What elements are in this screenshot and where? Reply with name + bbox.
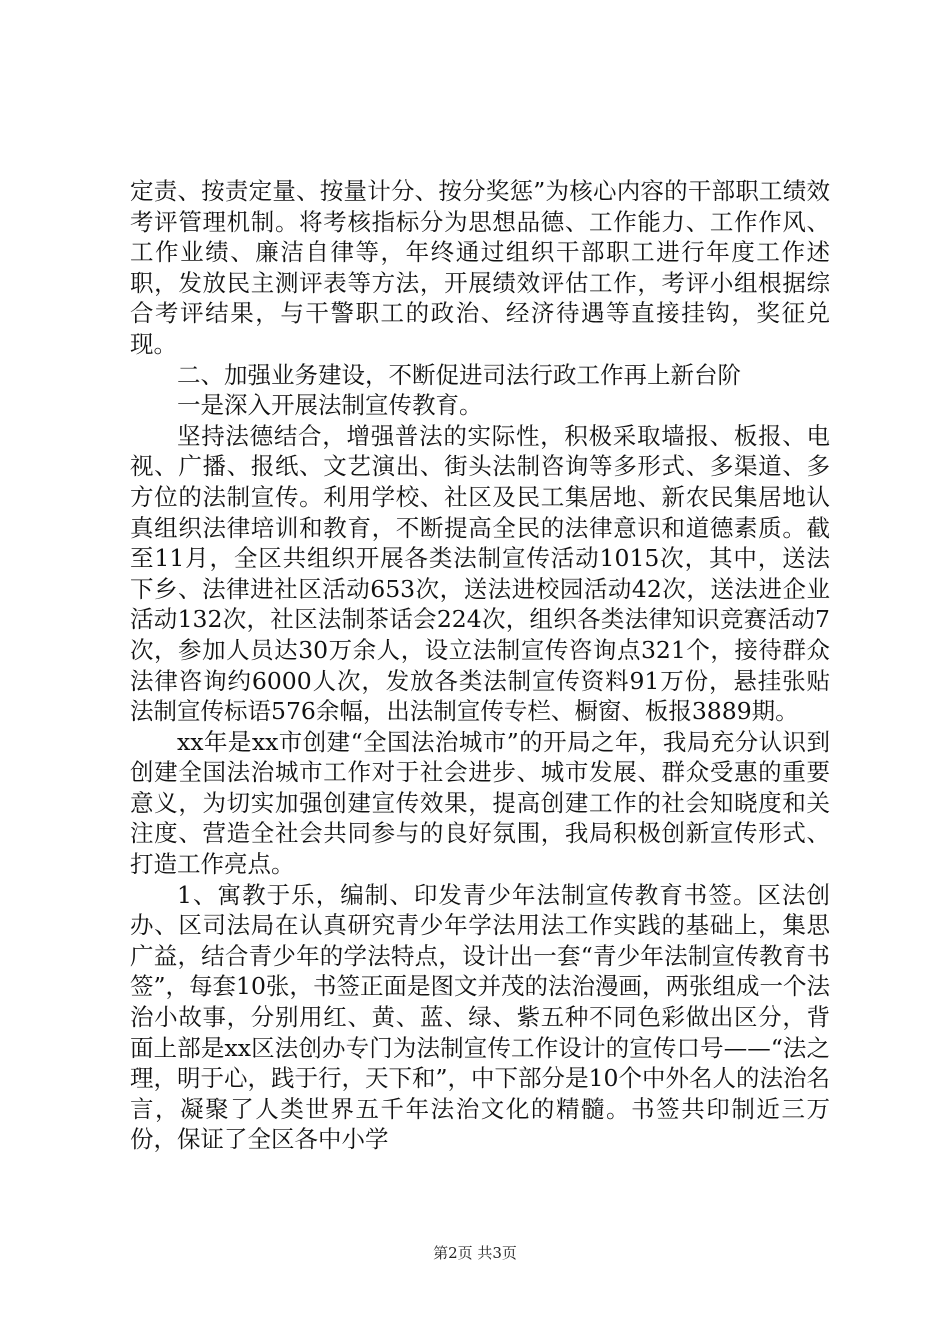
paragraph-rule-of-law-city: xx年是xx市创建“全国法治城市”的开局之年，我局充分认识到创建全国法治城市工作对于社会进步、城市发展、群众受惠的重要意义，为切实加强创建宣传效果，提高创建工作的社会知晓度和关注度、营造全社会共同参与的良好氛围，我局积极创新宣传形式、打造工作亮点。 [130, 727, 830, 879]
paragraph-bookmarks: 1、寓教于乐，编制、印发青少年法制宣传教育书签。区法创办、区司法局在认真研究青少年学法用法工作实践的基础上，集思广益，结合青少年的学法特点，设计出一套“青少年法制宣传教育书签”，每套10张，书签正面是图文并茂的法治漫画，两张组成一个法治小故事，分别用红、黄、蓝、绿、紫五种不同色彩做出区分，背面上部是xx区法创办专门为法制宣传工作设计的宣传口号——“法之理，明于心，践于行，天下和”，中下部分是10个中外名人的法治名言，凝聚了人类世界五千年法治文化的精髓。书签共印制近三万份，保证了全区各中小学 [130, 880, 830, 1154]
paragraph-legal-publicity-stats: 坚持法德结合，增强普法的实际性，积极采取墙报、板报、电视、广播、报纸、文艺演出、街头法制咨询等多形式、多渠道、多方位的法制宣传。利用学校、社区及民工集居地、新农民集居地认真组织法律培训和教育，不断提高全民的法律意识和道德素质。截至11月，全区共组织开展各类法制宣传活动1015次，其中，送法下乡、法律进社区活动653次，送法进校园活动42次，送法进企业活动132次，社区法制茶话会224次，组织各类法律知识竞赛活动7次，参加人员达30万余人，设立法制宣传咨询点321个，接待群众法律咨询约6000人次，发放各类法制宣传资料91万份，悬挂张贴法制宣传标语576余幅，出法制宣传专栏、橱窗、板报3889期。 [130, 421, 830, 726]
page-number-footer: 第2页 共3页 [433, 1244, 517, 1262]
paragraph-performance-evaluation: 定责、按责定量、按量计分、按分奖惩”为核心内容的干部职工绩效考评管理机制。将考核指标分为思想品德、工作能力、工作作风、工作业绩、廉洁自律等，年终通过组织干部职工进行年度工作述职，发放民主测评表等方法，开展绩效评估工作，考评小组根据综合考评结果，与干警职工的政治、经济待遇等直接挂钩，奖征兑现。 [130, 177, 830, 358]
section-heading-business-building: 二、加强业务建设，不断促进司法行政工作再上新台阶 [177, 360, 741, 389]
document-body [130, 176, 830, 1155]
subsection-heading-legal-education: 一是深入开展法制宣传教育。 [177, 391, 483, 420]
